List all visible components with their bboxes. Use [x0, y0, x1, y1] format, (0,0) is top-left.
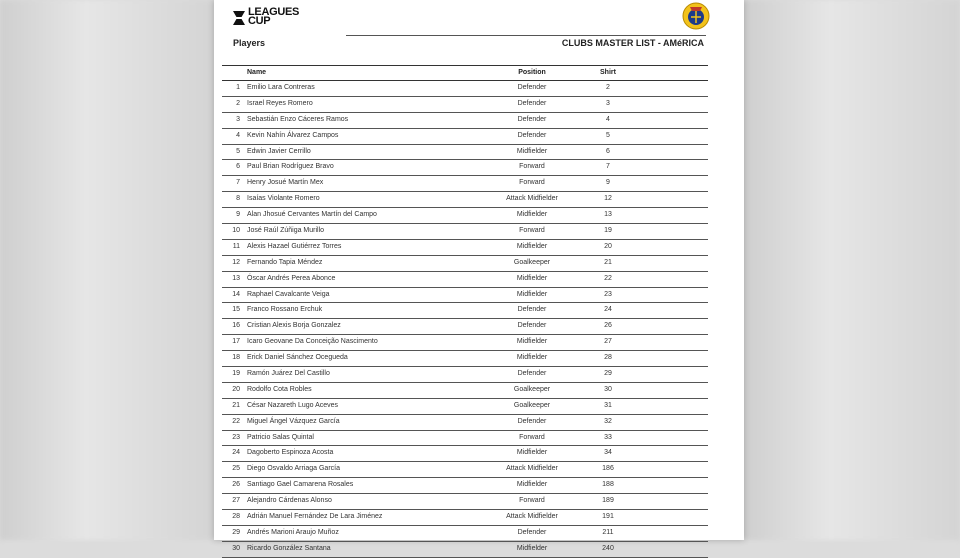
player-position: Attack Midfielder: [506, 195, 558, 203]
player-name: Erick Daniel Sánchez Ocegueda: [247, 354, 348, 362]
player-name: Franco Rossano Erchuk: [247, 306, 323, 314]
shirt-number: 9: [606, 179, 610, 187]
player-name: Alan Jhosué Cervantes Martín del Campo: [247, 211, 377, 219]
column-header-position: Position: [518, 69, 546, 76]
player-position: Midfielder: [516, 449, 548, 457]
club-america-crest-icon: [682, 2, 710, 30]
table-row: [222, 176, 708, 192]
player-name: Kevin Nahín Álvarez Campos: [247, 131, 339, 139]
player-position: Midfielder: [516, 544, 548, 552]
table-row: [222, 160, 708, 176]
row-number: 7: [236, 179, 240, 187]
player-name: José Raúl Zúñiga Murillo: [247, 227, 325, 235]
player-name: Paul Brian Rodríguez Bravo: [247, 163, 334, 171]
header-rule: [346, 35, 706, 36]
table-row: [222, 446, 708, 462]
shirt-number: 34: [604, 449, 612, 457]
player-position: Defender: [517, 322, 547, 330]
row-number: 4: [236, 131, 240, 139]
shirt-number: 211: [602, 528, 614, 536]
logo-line-2: CUP: [248, 15, 271, 27]
shirt-number: 20: [604, 242, 612, 250]
player-name: Ramón Juárez Del Castillo: [247, 370, 330, 378]
player-name: Patricio Salas Quintal: [247, 433, 314, 441]
table-row: [222, 494, 708, 510]
player-name: Fernando Tapia Méndez: [247, 258, 323, 266]
row-number: 3: [236, 115, 240, 123]
table-row: [222, 288, 708, 304]
row-number: 23: [232, 433, 240, 441]
player-name: Henry Josué Martín Mex: [247, 179, 324, 187]
player-position: Defender: [517, 131, 547, 139]
shirt-number: 31: [604, 401, 612, 409]
shirt-number: 22: [604, 274, 612, 282]
row-number: 20: [232, 385, 240, 393]
row-number: 27: [232, 497, 240, 505]
player-position: Midfielder: [516, 274, 548, 282]
player-position: Midfielder: [516, 338, 548, 346]
document-page: [214, 0, 744, 552]
row-number: 24: [232, 449, 240, 457]
column-header-name: Name: [247, 69, 267, 76]
blurred-background-left: [0, 0, 214, 540]
player-position: Forward: [519, 227, 545, 235]
column-header-shirt: Shirt: [600, 69, 616, 76]
row-number: 10: [232, 227, 240, 235]
row-number: 26: [232, 481, 240, 489]
table-row: [222, 367, 708, 383]
player-name: Santiago Gael Camarena Rosales: [247, 481, 354, 489]
row-number: 6: [236, 163, 240, 171]
player-position: Midfielder: [516, 211, 548, 219]
player-position: Forward: [519, 163, 545, 171]
player-position: Goalkeeper: [513, 385, 551, 393]
player-position: Goalkeeper: [513, 401, 551, 409]
player-position: Forward: [519, 433, 545, 441]
shirt-number: 2: [606, 84, 610, 91]
table-row: [222, 129, 708, 145]
player-name: Icaro Geovane Da Conceição Nascimento: [247, 338, 378, 346]
player-name: Diego Osvaldo Arriaga García: [247, 465, 340, 473]
player-name: Miguel Ángel Vázquez García: [247, 417, 340, 425]
player-name: Óscar Andrés Perea Abonce: [247, 274, 336, 282]
row-number: 5: [236, 147, 240, 155]
table-row: [222, 256, 708, 272]
row-number: 16: [232, 322, 240, 330]
shirt-number: 26: [604, 322, 612, 330]
table-row: [222, 113, 708, 129]
player-name: Rodolfo Cota Robles: [247, 385, 312, 393]
leagues-cup-mark-icon: [232, 10, 246, 26]
shirt-number: 6: [606, 147, 610, 155]
row-number: 22: [232, 417, 240, 425]
table-row: [222, 335, 708, 351]
player-name: Isaías Violante Romero: [247, 195, 320, 203]
shirt-number: 29: [604, 370, 612, 378]
row-number: 19: [232, 370, 240, 378]
shirt-number: 191: [602, 513, 614, 521]
shirt-number: 28: [604, 354, 612, 362]
table-row: [222, 319, 708, 335]
player-position: Midfielder: [516, 147, 548, 155]
blurred-background-right: [744, 0, 960, 540]
logo-line-1: LEAGUES: [248, 6, 300, 18]
player-position: Defender: [517, 370, 547, 378]
table-row: [222, 431, 708, 447]
player-name: Alexis Hazael Gutiérrez Torres: [247, 242, 342, 250]
shirt-number: 13: [604, 211, 612, 219]
table-row: [222, 240, 708, 256]
section-label: Players: [233, 38, 266, 48]
player-position: Midfielder: [516, 481, 548, 489]
row-number: 21: [232, 401, 240, 409]
player-position: Defender: [517, 306, 547, 314]
shirt-number: 186: [602, 465, 614, 473]
shirt-number: 7: [606, 163, 610, 171]
leagues-cup-logo: [232, 8, 320, 30]
player-position: Forward: [519, 179, 545, 187]
row-number: 25: [232, 465, 240, 473]
table-row: [222, 192, 708, 208]
table-row: [222, 208, 708, 224]
player-position: Attack Midfielder: [506, 513, 558, 521]
player-position: Midfielder: [516, 290, 548, 298]
table-row: [222, 303, 708, 319]
row-number: 13: [232, 274, 240, 282]
table-row: [222, 81, 708, 97]
table-row: [222, 224, 708, 240]
player-position: Forward: [519, 497, 545, 505]
row-number: 18: [232, 354, 240, 362]
row-number: 29: [232, 528, 240, 536]
table-row: [222, 383, 708, 399]
table-row: [222, 542, 708, 558]
row-number: 28: [232, 513, 240, 521]
shirt-number: 4: [606, 115, 610, 123]
shirt-number: 32: [604, 417, 612, 425]
shirt-number: 30: [604, 385, 612, 393]
shirt-number: 12: [604, 195, 612, 203]
table-row: [222, 145, 708, 161]
shirt-number: 189: [602, 497, 614, 505]
table-row: [222, 462, 708, 478]
player-position: Defender: [517, 84, 547, 91]
shirt-number: 240: [602, 544, 614, 552]
player-position: Attack Midfielder: [506, 465, 558, 473]
player-position: Defender: [517, 99, 547, 107]
player-position: Defender: [517, 528, 547, 536]
row-number: 14: [232, 290, 240, 298]
table-row: [222, 510, 708, 526]
player-name: Ricardo González Santana: [247, 544, 331, 552]
player-position: Goalkeeper: [513, 258, 551, 266]
row-number: 12: [232, 258, 240, 266]
row-number: 15: [232, 306, 240, 314]
shirt-number: 19: [604, 227, 612, 235]
player-name: Edwin Javier Cerrillo: [247, 147, 311, 155]
row-number: 30: [232, 544, 240, 552]
row-number: 17: [232, 338, 240, 346]
player-position: Defender: [517, 115, 547, 123]
player-name: Sebastián Enzo Cáceres Ramos: [247, 115, 349, 123]
table-row: [222, 97, 708, 113]
players-table: [222, 65, 708, 558]
shirt-number: 23: [604, 290, 612, 298]
shirt-number: 33: [604, 433, 612, 441]
player-name: Dagoberto Espinoza Acosta: [247, 449, 334, 457]
shirt-number: 5: [606, 131, 610, 139]
table-row: [222, 351, 708, 367]
player-name: Raphael Cavalcante Veiga: [247, 290, 330, 298]
player-name: Emilio Lara Contreras: [247, 84, 315, 91]
player-position: Midfielder: [516, 354, 548, 362]
row-number: 9: [236, 211, 240, 219]
player-name: Adrián Manuel Fernández De Lara Jiménez: [247, 513, 383, 521]
row-number: 11: [232, 242, 240, 250]
player-name: Israel Reyes Romero: [247, 99, 313, 107]
player-position: Midfielder: [516, 242, 548, 250]
table-row: [222, 415, 708, 431]
shirt-number: 27: [604, 338, 612, 346]
shirt-number: 21: [604, 258, 612, 266]
table-row: [222, 526, 708, 542]
player-name: Cristian Alexis Borja Gonzalez: [247, 322, 341, 330]
row-number: 8: [236, 195, 240, 203]
row-number: 2: [236, 99, 240, 107]
player-name: Alejandro Cárdenas Alonso: [247, 497, 332, 505]
table-row: [222, 272, 708, 288]
player-name: César Nazareth Lugo Aceves: [247, 401, 339, 409]
shirt-number: 24: [604, 306, 612, 314]
list-title: CLUBS MASTER LIST - AMéRICA: [561, 38, 704, 48]
table-row: [222, 478, 708, 494]
shirt-number: 3: [606, 99, 610, 107]
table-row: [222, 399, 708, 415]
shirt-number: 188: [602, 481, 614, 489]
table-header: [222, 65, 708, 81]
row-number: 1: [236, 84, 240, 91]
table-body: [222, 81, 708, 558]
player-position: Defender: [517, 417, 547, 425]
player-name: Andrés Marioni Araujo Muñoz: [247, 528, 339, 536]
logo-text: [248, 8, 328, 26]
